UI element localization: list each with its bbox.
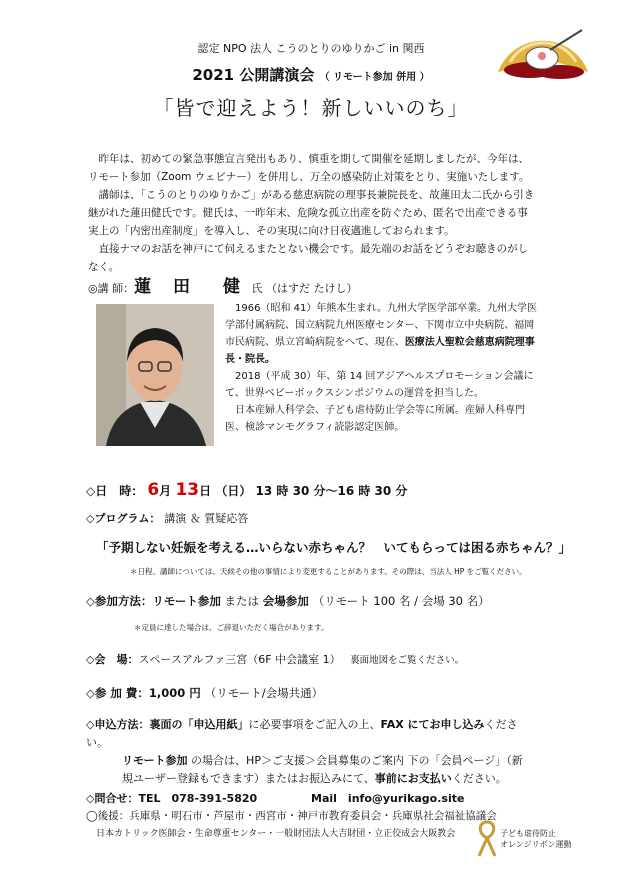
- venue: ◇会 場：スペースアルファ三宮（6F 中会議室 1） 裏面地図をご覧ください。: [86, 653, 465, 666]
- schedule-note: ＊日程、講師については、天候その他の事情により変更することがあります。その際は、当法人 HP をご覧ください。: [130, 567, 527, 576]
- fee: ◇参 加 費：1,000 円 （リモート/会場共通）: [86, 686, 324, 700]
- intro-paragraph: 直接ナマのお話を神戸にて伺えるまたとない機会です。最先端のお話をどうぞお聴きのがしなく。: [88, 243, 529, 273]
- lecture-title: 「予期しない妊娠を考える…いらない赤ちゃん？ いてもらっては困る赤ちゃん？」: [96, 540, 572, 555]
- intro-paragraph: 昨年は、初めての緊急事態宣言発出もあり、慎重を期して開催を延期しましたが、今年は、リモート参加（Zoom ウェビナー）を併用し、万全の感染防止対策をとり、実施いたします。: [88, 153, 530, 183]
- sponsors-2: 日本カトリック医師会・生命尊重センター・一般財団法人大吉財団・立正佼成会大阪教会: [96, 829, 456, 839]
- orange-ribbon-label: 子ども虐待防止 オレンジリボン運動: [500, 829, 572, 849]
- participation-method: ◇参加方法：リモート参加 または 会場参加 （リモート 100 名 / 会場 30 名）: [86, 594, 490, 608]
- lecturer-name: 蓮 田 健: [134, 277, 249, 297]
- sponsors: ◯後援：兵庫県・明石市・芦屋市・西宮市・神戸市教育委員会・兵庫県社会福祉協議会: [86, 810, 497, 822]
- lecturer-bio: 1966（昭和 41）年熊本生まれ。九州大学医学部卒業。九州大学医学部付属病院、国立病院九州医療センター、下関市立中央病院、福岡市民病院、県立宮崎病院をへて、現在、医療法人聖粒会慈恵病院理事長・院長。 2018（平成 30）年、第 14 回アジアヘルスプロモーション会議にて、世界ベビーボックスシンポジウムの運営を担当した。 日本産婦人科学会、子ども虐待防止学会等に所属。産婦人科専門医、検診マンモグラフィ読影認定医師。: [225, 303, 537, 433]
- event-title: 2021 公開講演会 （ リモート参加 併用 ）: [192, 66, 430, 84]
- organizer: 認定 NPO 法人 こうのとりのゆりかご in 関西: [197, 42, 425, 55]
- capacity-note: ＊定員に達した場合は、ご辞退いただく場合があります。: [134, 623, 329, 632]
- lecturer-heading: ◎講 師：蓮 田 健 氏 （はすだ たけし）: [88, 277, 358, 297]
- lecturer-photo: [96, 304, 214, 446]
- tagline: 「皆で迎えよう！新しいいのち」: [153, 96, 469, 120]
- program: ◇プログラム： 講演 ＆ 質疑応答: [86, 512, 249, 525]
- contact-email[interactable]: Mail info@yurikago.site: [311, 792, 465, 805]
- application-method: ◇申込方法：裏面の「申込用紙」に必要事項をご記入の上、FAX にてお申し込みください。 リモート参加 の場合は、HP＞ご支援＞会員募集のご案内 下の「会員ページ」（新規ユーザー登録もできます）またはお振込みにて、事前にお支払いください。: [86, 718, 523, 785]
- orange-ribbon-icon: [476, 818, 498, 858]
- intro-text: [88, 150, 538, 276]
- event-datetime: ◇日 時： 6月 13日 （日） 13 時 30 分～16 時 30 分: [86, 480, 408, 500]
- intro-paragraph: 講師は、「こうのとりのゆりかご」がある慈恵病院の理事長兼院長を、故蓮田太二氏から引き継がれた蓮田健氏です。健氏は、一昨年末、危険な孤立出産を防ぐため、匿名で出産できる事実上の「内密出産制度」を導入し、その実現に向け日夜邁進しておられます。: [88, 189, 535, 237]
- contact: ◇問合せ：TEL 078-391-5820 Mail info@yurikago.site: [86, 792, 465, 805]
